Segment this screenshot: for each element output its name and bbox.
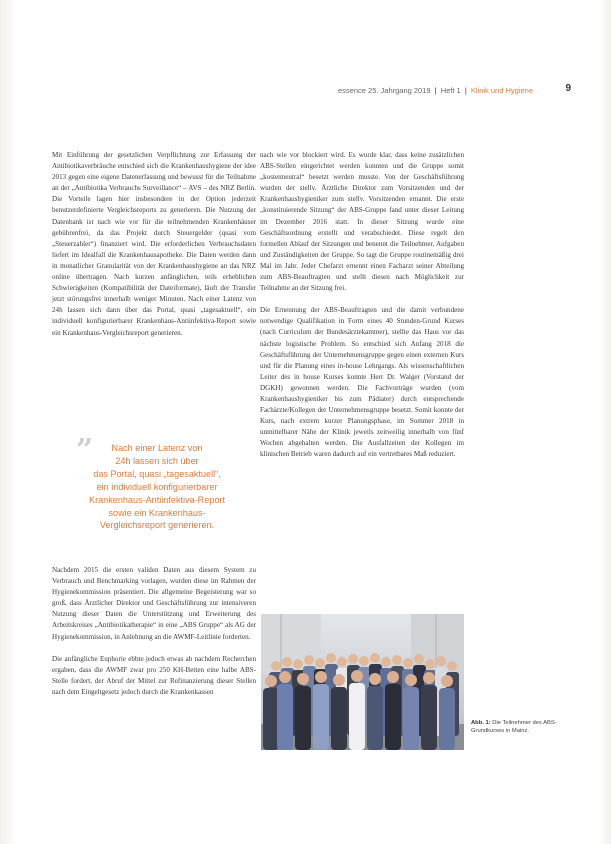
pull-quote-line: das Portal, quasi „tagesaktuell“,: [93, 468, 221, 479]
caption-lead: Abb. 1:: [471, 720, 491, 726]
right-column: [260, 150, 464, 600]
pull-quote: [52, 433, 262, 560]
page-number: 9: [565, 83, 571, 94]
pull-quote-line: Vergleichsreport generieren.: [99, 520, 215, 531]
pull-quote-line: Nach einer Latenz von: [111, 443, 203, 453]
journal-title: essence 25. Jahrgang 2019: [338, 86, 431, 95]
group-photo: [261, 614, 464, 750]
body-paragraph: Mit Einführung der gesetzlichen Verpflichtung zur Erfassung der Antibiotikaverbräuche entschied sich die Krankenhaushygiene der idee 2013 gegen eine eigene Datenerfassung und bewusst für die Teilnahme an der „Antibiotika Verbrauchs Surveillance“ – AVS – des NRZ Berlin. Die Vorteile lagen hier insbesondere in der Option jederzeit benutzerdefinierte Vergleichsreports zu generieren. Die Nutzung der Datenbank ist nach wie vor für die teilnehmenden Krankenhäuser gebührenfrei, da das Projekt durch Steuergelder (quasi vom „Steuerzahler“) finanziert wird. Die erforderlichen Verbrauchsdaten liefert im Idealfall die Krankenhausapotheke. Die Daten werden dann in monatlicher Granularität von der Krankenhaushygiene an das NRZ online übertragen. Nach kurzen anfänglichen, teils erheblichen Schwierigkeiten (Kompatibilität der Dateiformate), läuft der Transfer jetzt störungsfrei innerhalb weniger Minuten. Nach einer Latenz von 24h lassen sich dann über das Portal, quasi „tagesaktuell“, ein individuell konfigurierbarer Krankenhaus-Antiinfektiva-Report sowie ein Krankenhaus-Vergleichsreport generieren.: [52, 151, 256, 337]
header-separator: |: [434, 86, 437, 95]
pull-quote-line: 24h lassen sich über: [115, 455, 199, 466]
left-column-top: [52, 150, 256, 430]
quote-mark-icon: ”: [76, 433, 94, 468]
running-header: [0, 83, 611, 99]
caption-text: Die Teilnehmer des ABS-Grundkurses in Mainz.: [471, 720, 557, 734]
issue-label: Heft 1: [440, 86, 461, 95]
body-paragraph: Die anfängliche Euphorie ebbte jedoch etwas ab nachdem Recherchen ergaben, dass die AWMF zwar pro 250 KH-Betten eine halbe ABS-Stelle fordert, der Abruf der Mittel zur Refinanzierung dieser Stellen nach dem Eingeltgesetz jedoch durch die Krankenkassen: [52, 654, 256, 696]
body-paragraph: nach wie vor blockiert wird. Es wurde klar, dass keine zusätzlichen ABS-Stellen eingerichtet werden konnten und die Gruppe somit „kostenneutral“ besetzt werden musste. Von der Geschäftsführung wurden der stellv. Ärztliche Direktor zum Vorsitzenden und der Krankenhaushygieniker zum stellv. Vorsitzenden ernannt. Die erste „konstituierende Sitzung“ der ABS-Gruppe fand unter dieser Leitung im Dezember 2016 statt. In dieser Sitzung wurde eine Geschäftsordnung erstellt und verabschiedet. Diese regelt den formellen Ablauf der Sitzungen und benennt die Teilnehmer, Aufgaben und Zuständigkeiten der Gruppe. So tagt die Gruppe routinemäßig drei Mal im Jahr. Jeder Chefarzt ernennt einen Facharzt seiner Abteilung zum ABS-Beauftragten und stellt diesen nach Möglichkeit zur Teilnahme an der Sitzung frei.: [260, 151, 464, 293]
pull-quote-line: ein individuell konfigurierbarer: [96, 481, 218, 492]
body-paragraph: Die Ernennung der ABS-Beauftragten und die damit verbundene notwendige Qualifikation in Form eines 40 Stunden-Grund Kurses (nach Curriculum der Bundesärztekammer), stellte das Haus vor das nächste logistische Problem. So entschied sich Anfang 2018 die Geschäftsführung der Unternehmensgruppe gegen einen externen Kurs und für die Planung eines in-house Lehrgangs. Als wissenschaftlichen Leiter des in house Kurses konnte Herr Dr. Walger (Vorstand der DGKH) gewonnen werden. Die Fachvorträge wurden (vom Krankenhaushygieniker bis zum Pädiater) durch entsprechende Fachärzte/Kollegen der Unternehmensgruppe besetzt. Somit konnte der Kurs, nach extrem kurzer Planungsphase, im Sommer 2018 in unmittelbarer Nähe der Klinik jeweils zeitweilig innerhalb von fünf Wochen abgehalten werden. Die Ausfallzeiten der Kollegen im klinischen Betrieb waren dadurch auf ein vertretbares Maß reduziert.: [260, 306, 464, 459]
header-separator: |: [464, 86, 467, 95]
pull-quote-line: sowie ein Krankenhaus-: [108, 507, 206, 518]
pull-quote-line: Krankenhaus-Antiinfektiva-Report: [89, 494, 225, 505]
section-label: Klinik und Hygiene: [470, 86, 533, 95]
left-column-bottom: [52, 565, 256, 844]
photo-caption: [471, 720, 559, 735]
header-run: [338, 86, 533, 95]
body-paragraph: Nachdem 2015 die ersten validen Daten aus diesem System zu Verbrauch und Benchmarking vorlagen, wurden diese im Rahmen der Hygienekommission präsentiert. Die allgemeine Begeisterung war so groß, dass Ärztlicher Direktor und Geschäftsführung zur intensiveren Nutzung dieser Daten die Unterstützung und Erweiterung des Arbeitskreises „Antibiotikatherapie“ in eine „ABS Gruppe“ als AG der Hygienekommission, in Anlehnung an die AWMF-Leitlinie forderten.: [52, 566, 256, 641]
